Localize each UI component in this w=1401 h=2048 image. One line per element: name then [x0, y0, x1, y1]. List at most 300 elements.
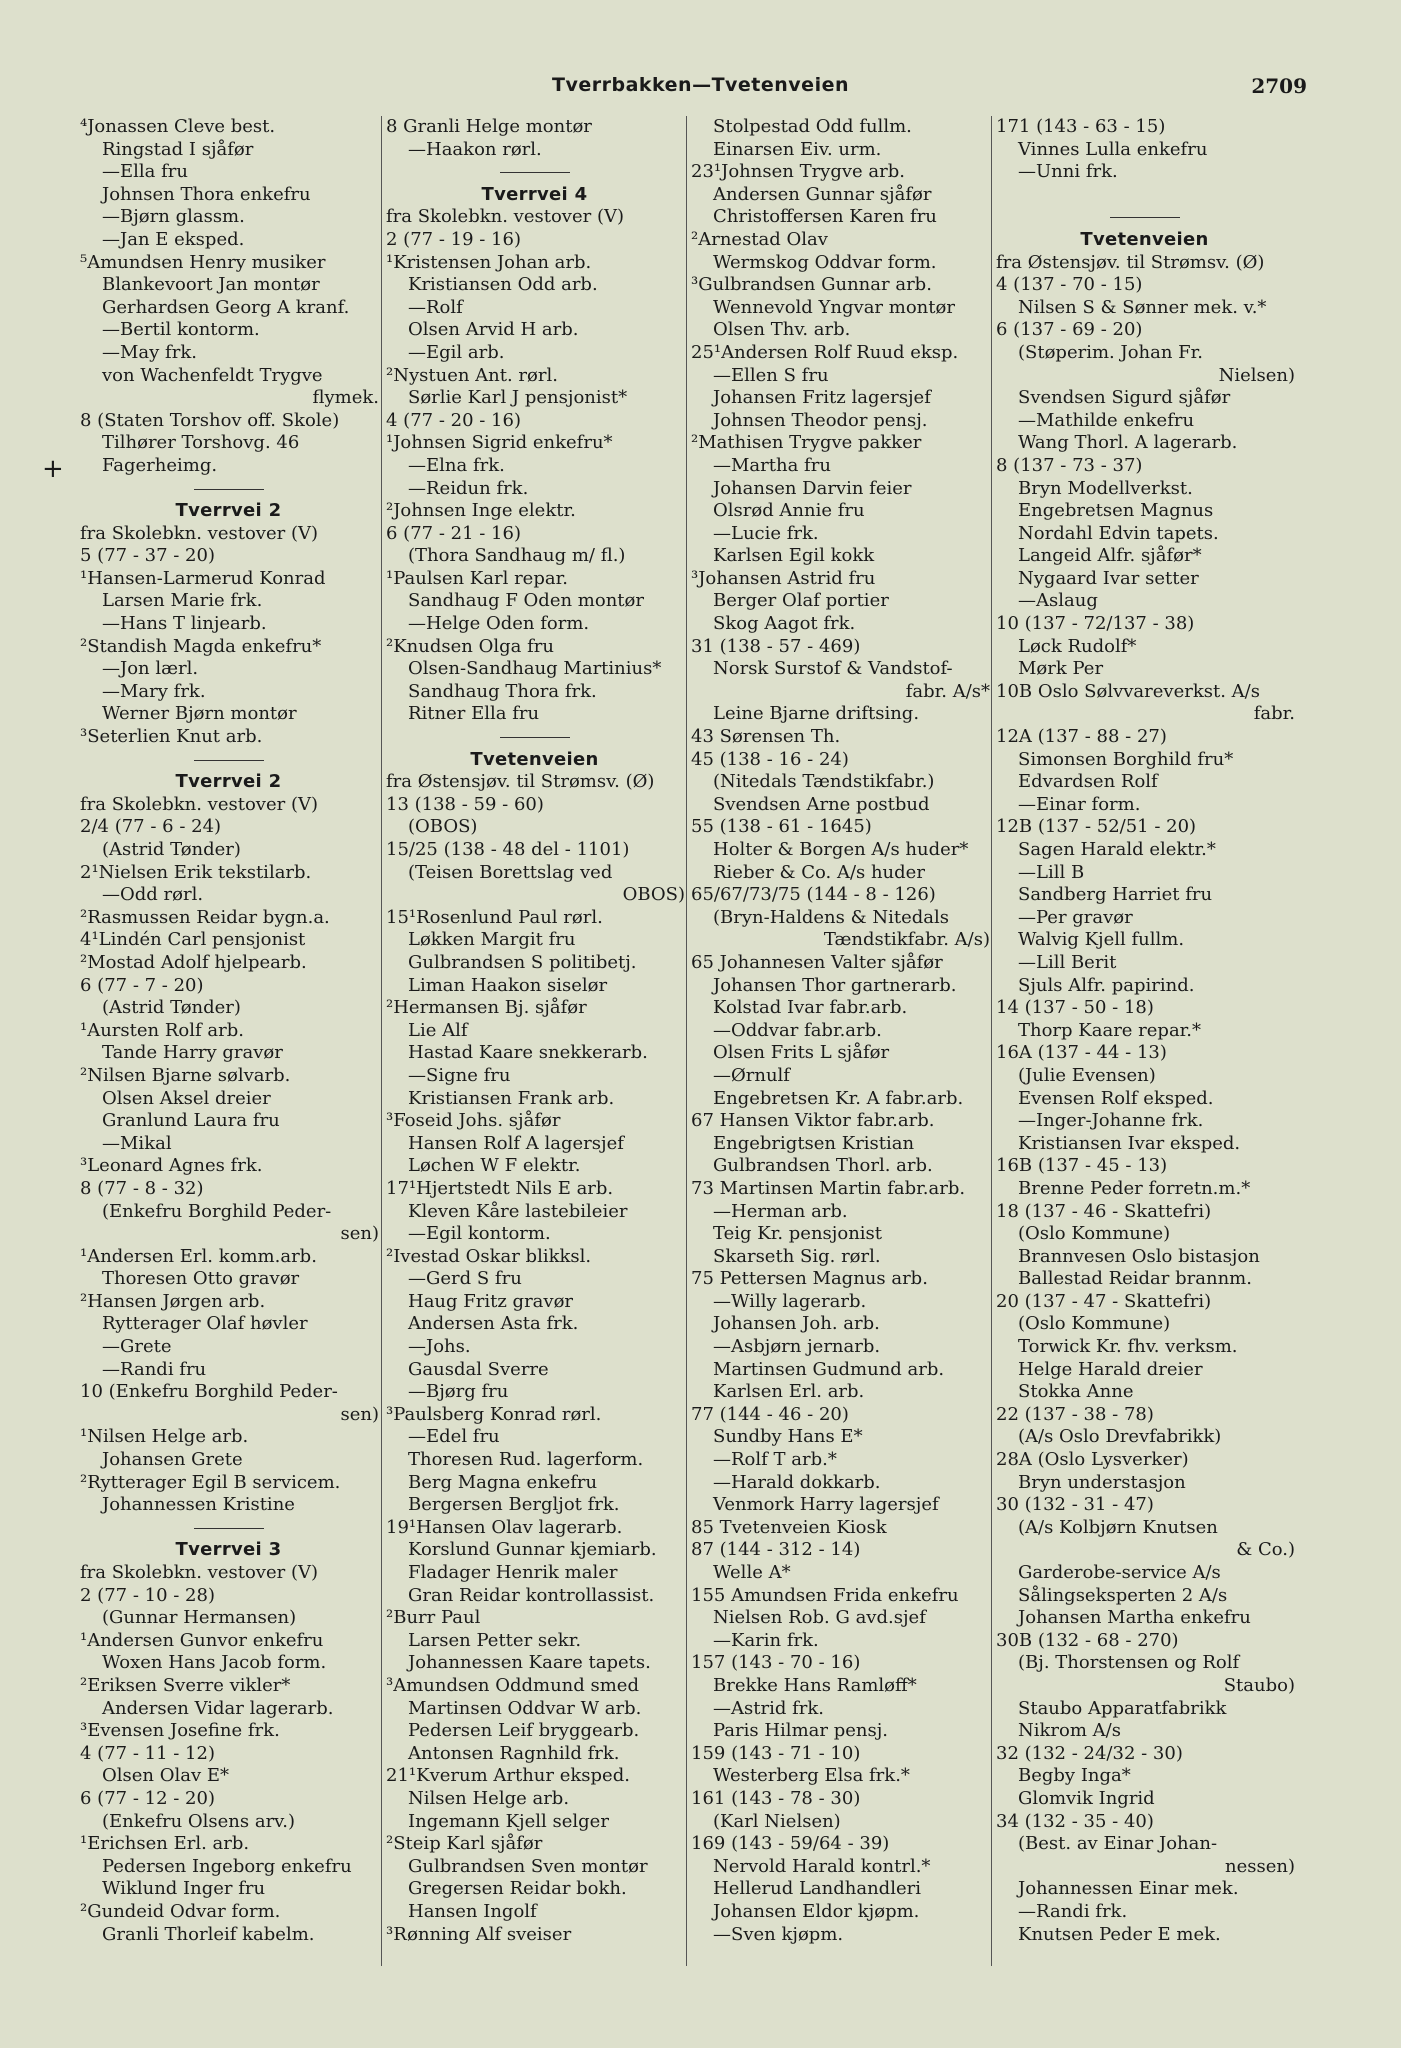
directory-entry: Olsen Arvid H arb. [408, 319, 579, 341]
directory-entry: fra Østensjøv. til Strømsv. (Ø) [996, 251, 1265, 273]
directory-entry: Løchen W F elektr. [408, 1155, 581, 1177]
directory-entry: Sjuls Alfr. papirind. [1018, 974, 1195, 996]
directory-entry: 10B Oslo Sølvvareverkst. A/s [996, 680, 1260, 702]
directory-entry: Gulbrandsen S politibetj. [408, 951, 637, 973]
directory-entry: Begby Inga* [1018, 1765, 1131, 1787]
directory-entry: Engebretsen Kr. A fabr.arb. [713, 1087, 964, 1109]
directory-entry: Haug Fritz gravør [408, 1290, 574, 1312]
directory-entry: 4 (77 - 20 - 16) [386, 409, 521, 431]
directory-entry: —Egil arb. [408, 341, 505, 363]
directory-entry: 4 (137 - 70 - 15) [996, 274, 1143, 296]
directory-entry: ¹Erichsen Erl. arb. [80, 1833, 250, 1855]
directory-entry: Antonsen Ragnhild frk. [408, 1742, 620, 1764]
page-header [0, 74, 1401, 104]
directory-entry: fra Skolebkn. vestover (V) [80, 1562, 318, 1583]
directory-entry: 67 Hansen Viktor fabr.arb. [691, 1110, 935, 1132]
directory-entry: 8 (Staten Torshov off. Skole) [80, 409, 340, 431]
directory-entry: Nygaard Ivar setter [1018, 567, 1199, 589]
directory-entry: —Ellen S fru [713, 364, 829, 386]
directory-entry: 65 Johannesen Valter sjåfør [691, 951, 943, 973]
directory-entry: —Bjørg fru [408, 1381, 509, 1403]
directory-entry: Johansen Eldor kjøpm. [713, 1900, 920, 1922]
directory-entry: 5 (77 - 37 - 20) [80, 545, 215, 567]
directory-entry: —Herman arb. [713, 1200, 848, 1222]
directory-entry: Gran Reidar kontrollassist. [408, 1584, 655, 1606]
directory-entry: ³Paulsberg Konrad rørl. [386, 1403, 602, 1425]
directory-entry: Bryn Modellverkst. [1018, 477, 1193, 499]
directory-entry: Skarseth Sig. rørl. [713, 1245, 881, 1267]
directory-entry: Liman Haakon siselør [408, 974, 608, 996]
directory-entry: —Randi fru [102, 1358, 207, 1380]
directory-entry: Johansen Martha enkefru [1018, 1607, 1251, 1629]
directory-entry: 159 (143 - 71 - 10) [691, 1742, 861, 1764]
margin-cross-mark: + [42, 454, 64, 484]
directory-entry: Brannvesen Oslo bistasjon [1018, 1245, 1260, 1267]
directory-entry: —Lucie frk. [713, 522, 819, 544]
directory-entry: fra Skolebkn. vestover (V) [80, 793, 318, 815]
entry-continuation: OBOS) [622, 884, 685, 906]
directory-entry: Norsk Surstof & Vandstof- [713, 658, 953, 680]
directory-entry: —Randi frk. [1018, 1900, 1128, 1922]
directory-entry: —Bertil kontorm. [102, 319, 260, 341]
directory-entry: ¹Paulsen Karl repar. [386, 567, 568, 589]
directory-entry: Sørlie Karl J pensjonist* [408, 387, 628, 409]
directory-entry: 31 (138 - 57 - 469) [691, 635, 861, 657]
directory-entry: Christoffersen Karen fru [713, 206, 937, 228]
directory-entry: ⁵Amundsen Henry musiker [80, 251, 326, 273]
directory-entry: 155 Amundsen Frida enkefru [691, 1584, 959, 1606]
directory-entry: Johansen Joh. arb. [713, 1313, 880, 1335]
directory-entry: Johnsen Theodor pensj. [713, 409, 928, 431]
directory-entry: ³Evensen Josefine frk. [80, 1720, 280, 1742]
directory-entry: —Harald dokkarb. [713, 1471, 881, 1493]
directory-entry: Johansen Fritz lagersjef [713, 387, 931, 409]
directory-entry: 2/4 (77 - 6 - 24) [80, 816, 222, 838]
directory-entry: 75 Pettersen Magnus arb. [691, 1268, 928, 1290]
directory-entry: Teig Kr. pensjonist [713, 1223, 883, 1245]
directory-entry: Brekke Hans Ramløff* [713, 1674, 917, 1696]
directory-entry: Paris Hilmar pensj. [713, 1720, 888, 1742]
directory-entry: (A/s Kolbjørn Knutsen [1018, 1516, 1218, 1538]
directory-entry: Nordahl Edvin tapets. [1018, 522, 1219, 544]
directory-entry: fra Skolebkn. vestover (V) [80, 522, 318, 544]
directory-entry: Welle A* [713, 1562, 791, 1583]
directory-entry: Garderobe-service A/s [1018, 1562, 1221, 1583]
directory-entry: von Wachenfeldt Trygve [102, 364, 323, 386]
directory-entry: ¹Andersen Gunvor enkefru [80, 1629, 324, 1651]
directory-entry: ²Rasmussen Reidar bygn.a. [80, 906, 330, 928]
directory-entry: Sundby Hans E* [713, 1426, 863, 1448]
street-heading: Tverrvei 3 [175, 1539, 282, 1561]
directory-entry: —Rolf T arb.* [713, 1449, 837, 1471]
directory-entry: —Edel fru [408, 1426, 500, 1448]
directory-entry: 30B (132 - 68 - 270) [996, 1629, 1179, 1651]
directory-entry: ²Standish Magda enkefru* [80, 635, 322, 657]
entry-continuation: flymek. [312, 387, 379, 409]
directory-entry: Granlund Laura fru [102, 1110, 280, 1132]
directory-entry: Andersen Asta frk. [408, 1313, 579, 1335]
directory-entry: 43 Sørensen Th. [691, 726, 841, 748]
entry-continuation: & Co.) [1236, 1539, 1295, 1561]
directory-entry: ²Steip Karl sjåfør [386, 1833, 543, 1855]
section-divider [76, 749, 381, 772]
directory-entry: ²Nilsen Bjarne sølvarb. [80, 1064, 291, 1086]
directory-entry: —Ella fru [102, 161, 188, 183]
directory-entry: Johannessen Kaare tapets. [408, 1652, 651, 1674]
directory-entry: 8 Granli Helge montør [386, 116, 592, 137]
directory-entry: 13 (138 - 59 - 60) [386, 793, 544, 815]
directory-entry: Westerberg Elsa frk.* [713, 1765, 910, 1787]
directory-entry: Olsen Olav E* [102, 1765, 229, 1787]
directory-entry: ²Mostad Adolf hjelpearb. [80, 951, 307, 973]
directory-entry: —Sven kjøpm. [713, 1923, 844, 1945]
directory-entry: ²Hansen Jørgen arb. [80, 1290, 266, 1312]
directory-entry: 171 (143 - 63 - 15) [996, 116, 1166, 137]
directory-entry: 157 (143 - 70 - 16) [691, 1652, 861, 1674]
directory-entry: Gulbrandsen Thorl. arb. [713, 1155, 933, 1177]
directory-entry: Glomvik Ingrid [1018, 1787, 1155, 1809]
directory-entry: ²Nystuen Ant. rørl. [386, 364, 558, 386]
directory-entry: ²Gundeid Odvar form. [80, 1900, 281, 1922]
directory-entry: 2 (77 - 19 - 16) [386, 228, 521, 250]
street-heading: Tverrvei 2 [175, 771, 282, 793]
directory-entry: Woxen Hans Jacob form. [102, 1652, 327, 1674]
directory-entry: 169 (143 - 59/64 - 39) [691, 1833, 890, 1855]
directory-entry: Werner Bjørn montør [102, 703, 297, 725]
directory-entry: Svendsen Arne postbud [713, 793, 930, 815]
directory-entry: —Mikal [102, 1132, 172, 1154]
directory-entry: ¹Andersen Erl. komm.arb. [80, 1245, 317, 1267]
directory-entry: Fagerheimg. [102, 454, 218, 476]
directory-entry: (Oslo Kommune) [1018, 1223, 1171, 1245]
directory-entry: Olsrød Annie fru [713, 500, 865, 522]
directory-entry: 8 (77 - 8 - 32) [80, 1177, 204, 1199]
directory-entry: —Signe fru [408, 1064, 511, 1086]
directory-entry: fra Østensjøv. til Strømsv. (Ø) [386, 771, 655, 793]
directory-entry: Kristiansen Frank arb. [408, 1087, 615, 1109]
directory-entry: Larsen Marie frk. [102, 590, 263, 612]
directory-entry: —Einar form. [1018, 793, 1141, 815]
directory-entry: —Karin frk. [713, 1629, 819, 1651]
directory-entry: ²Knudsen Olga fru [386, 635, 554, 657]
directory-entry: 25¹Andersen Rolf Ruud eksp. [691, 341, 959, 363]
directory-entry: Stolpestad Odd fullm. [713, 116, 912, 137]
directory-entry: Karlsen Egil kokk [713, 545, 875, 567]
directory-entry: Thoresen Rud. lagerform. [408, 1449, 644, 1471]
directory-entry: Nilsen S & Sønner mek. v.* [1018, 296, 1267, 318]
directory-entry: —Grete [102, 1336, 172, 1358]
directory-entry: Hastad Kaare snekkerarb. [408, 1042, 648, 1064]
directory-entry: fra Skolebkn. vestover (V) [386, 206, 624, 228]
directory-entry: Langeid Alfr. sjåfør* [1018, 545, 1202, 567]
directory-entry: Tilhører Torshovg. 46 [102, 432, 300, 454]
directory-entry: 15¹Rosenlund Paul rørl. [386, 906, 603, 928]
directory-entry: Tande Harry gravør [102, 1042, 283, 1064]
directory-entry: Edvardsen Rolf [1018, 771, 1158, 793]
directory-entry: 2 (77 - 10 - 28) [80, 1584, 215, 1606]
directory-entry: 15/25 (138 - 48 del - 1101) [386, 839, 630, 860]
directory-entry: Gerhardsen Georg A kranf. [102, 296, 350, 318]
directory-entry: —Martha fru [713, 454, 831, 476]
directory-entry: Martinsen Gudmund arb. [713, 1358, 945, 1380]
directory-entry: Leine Bjarne driftsing. [713, 703, 920, 725]
directory-entry: Nervold Harald kontrl.* [713, 1855, 931, 1877]
directory-entry: —Johs. [408, 1336, 471, 1358]
directory-entry: 6 (77 - 21 - 16) [386, 522, 521, 544]
directory-entry: 16B (137 - 45 - 13) [996, 1155, 1168, 1177]
directory-entry: Nielsen Rob. G avd.sjef [713, 1607, 926, 1629]
directory-entry: (A/s Oslo Drevfabrikk) [1018, 1426, 1222, 1448]
directory-entry: Pedersen Leif bryggearb. [408, 1720, 640, 1742]
directory-entry: Fladager Henrik maler [408, 1562, 618, 1583]
directory-entry: Sandhaug Thora frk. [408, 680, 597, 702]
directory-entry: (Astrid Tønder) [102, 839, 241, 860]
directory-entry: Løck Rudolf* [1018, 635, 1137, 657]
directory-entry: Engebrigtsen Kristian [713, 1132, 915, 1154]
directory-entry: Kristiansen Odd arb. [408, 274, 598, 296]
directory-entry: ¹Johnsen Sigrid enkefru* [386, 432, 613, 454]
directory-entry: (Astrid Tønder) [102, 997, 241, 1019]
column-3 [686, 116, 992, 1966]
directory-entry: ²Johnsen Inge elektr. [386, 500, 576, 522]
directory-entry: Olsen-Sandhaug Martinius* [408, 658, 662, 680]
directory-entry: Wennevold Yngvar montør [713, 296, 955, 318]
directory-entry: Wiklund Inger fru [102, 1878, 266, 1900]
directory-entry: —Lill Berit [1018, 951, 1117, 973]
directory-entry: Johnsen Thora enkefru [102, 183, 311, 205]
directory-entry: Thoresen Otto gravør [102, 1268, 300, 1290]
directory-entry: ³Seterlien Knut arb. [80, 726, 263, 748]
directory-entry: (Nitedals Tændstikfabr.) [713, 771, 935, 793]
page-title: Tverrbakken—Tvetenveien [552, 74, 849, 96]
directory-entry: ³Leonard Agnes frk. [80, 1155, 263, 1177]
directory-entry: ³Gulbrandsen Gunnar arb. [691, 274, 932, 296]
directory-entry: Bryn understasjon [1018, 1471, 1186, 1493]
directory-entry: 73 Martinsen Martin fabr.arb. [691, 1177, 966, 1199]
directory-entry: 6 (77 - 12 - 20) [80, 1787, 215, 1809]
directory-entry: 17¹Hjertstedt Nils E arb. [386, 1177, 614, 1199]
entry-continuation: fabr. [1253, 703, 1295, 725]
directory-entry: —Gerd S fru [408, 1268, 522, 1290]
directory-entry: Korslund Gunnar kjemiarb. [408, 1539, 657, 1561]
directory-entry: Nilsen Helge arb. [408, 1787, 570, 1809]
directory-entry: 12A (137 - 88 - 27) [996, 726, 1167, 748]
section-divider [382, 161, 687, 184]
directory-entry: Wang Thorl. A lagerarb. [1018, 432, 1238, 454]
entry-continuation: sen) [340, 1223, 379, 1245]
directory-entry: (Bryn-Haldens & Nitedals [713, 906, 949, 928]
directory-entry: Johannessen Einar mek. [1018, 1878, 1239, 1900]
directory-entry: Ingemann Kjell selger [408, 1810, 609, 1832]
directory-entry: 16A (137 - 44 - 13) [996, 1042, 1167, 1064]
directory-entry: 18 (137 - 46 - Skattefri) [996, 1200, 1212, 1222]
entry-continuation: Staubo) [1223, 1674, 1295, 1696]
directory-entry: —Helge Oden form. [408, 613, 590, 635]
directory-entry: 6 (137 - 69 - 20) [996, 319, 1143, 341]
directory-entry: Granli Thorleif kabelm. [102, 1923, 315, 1945]
directory-entry: 4 (77 - 11 - 12) [80, 1742, 215, 1764]
directory-entry: ²Burr Paul [386, 1607, 481, 1629]
directory-entry: ³Amundsen Oddmund smed [386, 1674, 639, 1696]
directory-entry: (Enkefru Borghild Peder- [102, 1200, 332, 1222]
column-1 [76, 116, 381, 1966]
directory-entry: Løkken Margit fru [408, 929, 576, 951]
directory-entry: 21¹Kverum Arthur eksped. [386, 1765, 630, 1787]
directory-entry: 2¹Nielsen Erik tekstilarb. [80, 861, 312, 883]
directory-entry: ¹Nilsen Helge arb. [80, 1426, 249, 1448]
directory-entry: Thorp Kaare repar.* [1018, 1019, 1202, 1041]
directory-entry: —Jon lærl. [102, 658, 199, 680]
directory-entry: Ringstad I sjåfør [102, 138, 254, 160]
directory-entry: Johansen Darvin feier [713, 477, 912, 499]
directory-entry: 14 (137 - 50 - 18) [996, 997, 1154, 1019]
directory-entry: —Ørnulf [713, 1064, 790, 1086]
directory-entry: Skog Aagot frk. [713, 613, 856, 635]
directory-entry: Pedersen Ingeborg enkefru [102, 1855, 352, 1877]
directory-entry: 55 (138 - 61 - 1645) [691, 816, 872, 838]
directory-entry: ²Rytterager Egil B servicem. [80, 1471, 341, 1493]
directory-entry: —Per gravør [1018, 906, 1133, 928]
directory-entry: Andersen Vidar lagerarb. [102, 1697, 334, 1719]
directory-entry: Stokka Anne [1018, 1381, 1134, 1403]
directory-entry: (Støperim. Johan Fr. [1018, 341, 1204, 363]
directory-entry: Johansen Grete [102, 1449, 243, 1471]
directory-entry: 32 (132 - 24/32 - 30) [996, 1742, 1183, 1764]
directory-entry: 85 Tvetenveien Kiosk [691, 1516, 887, 1538]
directory-entry: Ritner Ella fru [408, 703, 540, 725]
column-4 [991, 116, 1297, 1966]
directory-entry: ²Hermansen Bj. sjåfør [386, 997, 587, 1019]
directory-entry: Johansen Thor gartnerarb. [713, 974, 957, 996]
directory-entry: Holter & Borgen A/s huder* [713, 839, 969, 860]
directory-entry: —Reidun frk. [408, 477, 529, 499]
directory-entry: 34 (132 - 35 - 40) [996, 1810, 1154, 1832]
directory-entry: 28A (Oslo Lysverker) [996, 1449, 1189, 1471]
directory-entry: Helge Harald dreier [1018, 1358, 1203, 1380]
directory-entry: Larsen Petter sekr. [408, 1629, 582, 1651]
directory-entry: ³Foseid Johs. sjåfør [386, 1110, 561, 1132]
directory-entry: Sandhaug F Oden montør [408, 590, 644, 612]
directory-entry: Staubo Apparatfabrikk [1018, 1697, 1227, 1719]
directory-entry: —Elna frk. [408, 454, 505, 476]
directory-entry: 10 (137 - 72/137 - 38) [996, 613, 1195, 635]
directory-entry: (Karl Nielsen) [713, 1810, 841, 1832]
directory-entry: ³Rønning Alf sveiser [386, 1923, 572, 1945]
directory-entry: Berg Magna enkefru [408, 1471, 598, 1493]
directory-entry: 4¹Lindén Carl pensjonist [80, 929, 306, 951]
directory-entry: Kristiansen Ivar eksped. [1018, 1132, 1241, 1154]
entry-continuation: Tændstikfabr. A/s) [823, 929, 990, 951]
directory-entry: —Rolf [408, 296, 463, 318]
directory-entry: Ballestad Reidar brannm. [1018, 1268, 1252, 1290]
directory-entry: (Bj. Thorstensen og Rolf [1018, 1652, 1240, 1674]
directory-entry: Sagen Harald elektr.* [1018, 839, 1216, 860]
directory-entry: Andersen Gunnar sjåfør [713, 183, 932, 205]
directory-entry: Kolstad Ivar fabr.arb. [713, 997, 908, 1019]
directory-entry: (Gunnar Hermansen) [102, 1607, 297, 1629]
directory-entry: (Teisen Borettslag ved [408, 861, 613, 883]
entry-continuation: fabr. A/s* [905, 680, 990, 702]
directory-columns [76, 116, 1316, 1966]
directory-entry: Venmork Harry lagersjef [713, 1494, 939, 1516]
section-divider [76, 1517, 381, 1540]
directory-entry: —Lill B [1018, 861, 1085, 883]
entry-continuation: nessen) [1225, 1855, 1295, 1877]
directory-entry: 161 (143 - 78 - 30) [691, 1787, 861, 1809]
directory-entry: ¹Hansen-Larmerud Konrad [80, 567, 326, 589]
directory-entry: —Unni frk. [1018, 161, 1118, 183]
directory-entry: 77 (144 - 46 - 20) [691, 1403, 849, 1425]
directory-entry: Rieber & Co. A/s huder [713, 861, 925, 883]
directory-entry: —May frk. [102, 341, 197, 363]
directory-entry: 65/67/73/75 (144 - 8 - 126) [691, 884, 936, 906]
directory-entry: —Hans T linjearb. [102, 613, 267, 635]
entry-continuation: Nielsen) [1218, 364, 1295, 386]
directory-entry: 87 (144 - 312 - 14) [691, 1539, 861, 1561]
directory-entry: Lie Alf [408, 1019, 468, 1041]
directory-entry: —Inger-Johanne frk. [1018, 1110, 1204, 1132]
directory-entry: (Oslo Kommune) [1018, 1313, 1171, 1335]
directory-entry: —Odd rørl. [102, 884, 204, 906]
directory-entry: (OBOS) [408, 816, 478, 838]
directory-entry: 8 (137 - 73 - 37) [996, 454, 1143, 476]
directory-entry: Olsen Frits L sjåfør [713, 1042, 890, 1064]
directory-entry: Simonsen Borghild fru* [1018, 748, 1234, 770]
directory-entry: —Astrid frk. [713, 1697, 824, 1719]
directory-entry: Martinsen Oddvar W arb. [408, 1697, 642, 1719]
directory-entry: Olsen Thv. arb. [713, 319, 851, 341]
directory-entry: (Enkefru Olsens arv.) [102, 1810, 295, 1832]
directory-entry: (Best. av Einar Johan- [1018, 1833, 1218, 1855]
directory-entry: Rytterager Olaf høvler [102, 1313, 308, 1335]
directory-entry: 22 (137 - 38 - 78) [996, 1403, 1154, 1425]
directory-entry: —Asbjørn jernarb. [713, 1336, 881, 1358]
street-heading: Tverrvei 2 [175, 500, 282, 522]
directory-entry: ¹Kristensen Johan arb. [386, 251, 592, 273]
directory-entry: Vinnes Lulla enkefru [1018, 138, 1208, 160]
street-heading: Tvetenveien [1080, 228, 1209, 250]
directory-entry: Einarsen Eiv. urm. [713, 138, 882, 160]
directory-entry: 45 (138 - 16 - 24) [691, 748, 849, 770]
directory-entry: Berger Olaf portier [713, 590, 889, 612]
directory-entry: (Julie Evensen) [1018, 1064, 1156, 1086]
directory-entry: Bergersen Bergljot frk. [408, 1494, 620, 1516]
directory-entry: Knutsen Peder E mek. [1018, 1923, 1221, 1945]
directory-entry: 6 (77 - 7 - 20) [80, 974, 204, 996]
directory-entry: Gulbrandsen Sven montør [408, 1855, 648, 1877]
directory-entry: Olsen Aksel dreier [102, 1087, 271, 1109]
directory-entry: Sålingseksperten 2 A/s [1018, 1584, 1228, 1606]
directory-entry: Brenne Peder forretn.m.* [1018, 1177, 1251, 1199]
directory-entry: Svendsen Sigurd sjåfør [1018, 387, 1231, 409]
directory-entry: Sandberg Harriet fru [1018, 884, 1213, 906]
directory-entry: Nikrom A/s [1018, 1720, 1121, 1742]
directory-entry: Kleven Kåre lastebileier [408, 1200, 628, 1222]
directory-entry: —Willy lagerarb. [713, 1290, 867, 1312]
directory-entry: ¹Aursten Rolf arb. [80, 1019, 244, 1041]
directory-entry: —Mary frk. [102, 680, 206, 702]
entry-continuation: sen) [340, 1403, 379, 1425]
directory-entry: —Mathilde enkefru [1018, 409, 1195, 431]
section-divider [382, 726, 687, 749]
directory-entry: 20 (137 - 47 - Skattefri) [996, 1290, 1212, 1312]
section-divider [992, 206, 1297, 229]
directory-entry: —Egil kontorm. [408, 1223, 551, 1245]
directory-entry: —Jan E eksped. [102, 228, 245, 250]
directory-entry: Wermskog Oddvar form. [713, 251, 937, 273]
street-heading: Tvetenveien [470, 748, 599, 770]
directory-entry: —Bjørn glassm. [102, 206, 245, 228]
